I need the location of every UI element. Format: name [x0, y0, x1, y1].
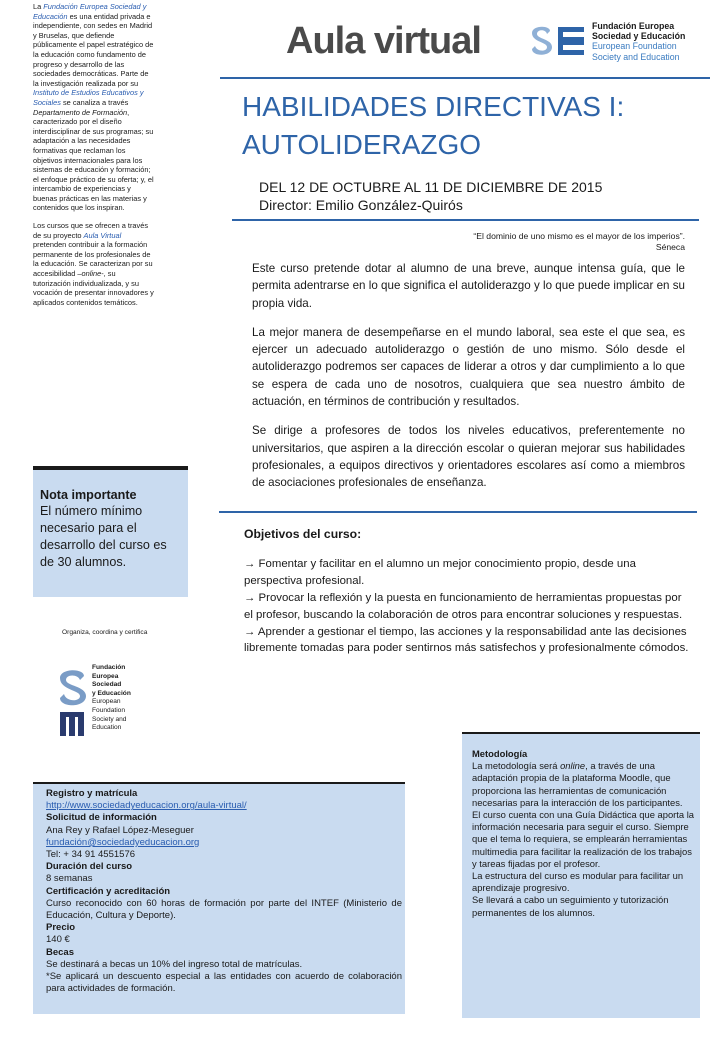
- intro-text: -, su tutorización individualizada, y su vocación de presentar innovadores y aplicados contenidos temáticos.: [33, 269, 154, 307]
- registration-link[interactable]: http://www.sociedadyeducacion.org/aula-virtual/: [46, 800, 247, 812]
- logo-line: Europea: [92, 672, 119, 680]
- course-title-line: HABILIDADES DIRECTIVAS I:: [242, 91, 625, 122]
- price-value: 140 €: [46, 934, 70, 946]
- quote-text: “El dominio de uno mismo es el mayor de los imperios”.: [473, 231, 685, 241]
- intro-paragraph-2: [33, 221, 155, 307]
- important-note-box: [33, 466, 188, 597]
- brand-text-en: Society and Education: [592, 51, 680, 62]
- logo-line: European: [92, 698, 121, 706]
- duration-value: 8 semanas: [46, 873, 93, 885]
- grants-text: Se destinará a becas un 10% del ingreso total de matrículas.: [46, 958, 303, 970]
- methodology-text: , a través de una adaptación propia de la plataforma Moodle, que proporciona las herramientas de comunicación necesarias para la interacción de los participantes.: [472, 760, 683, 808]
- methodology-text: La metodología será: [472, 760, 561, 772]
- foundation-link[interactable]: Fundación Europea Sociedad y Educación: [33, 2, 147, 21]
- course-director: Director: Emilio González-Quirós: [259, 197, 463, 213]
- organizer-label: Organiza, coordina y certifica: [62, 629, 148, 636]
- course-dates-block: [259, 178, 602, 214]
- methodology-paragraph: [472, 760, 694, 809]
- course-title-line: AUTOLIDERAZGO: [242, 129, 482, 160]
- methodology-paragraph: El curso cuenta con una Guía Didáctica que aporta la información necesaria para seguir el curso. Siempre que el tema lo requiera, se emplearán herramientas multimedia para facilitar la realización de los trabajos y tareas fijadas por el profesor.: [472, 809, 695, 869]
- logo-line: Foundation: [92, 706, 125, 714]
- brand-title: Aula virtual: [286, 20, 481, 62]
- quote: [440, 231, 685, 253]
- intro-text: es una entidad privada e independiente, con sedes en Madrid y Bruselas, que defiende públicamente el papel estratégico de la educación como fundamento de progreso y desarrollo de las sociedades democráticas. Parte de la investigación realizada por su: [33, 11, 154, 88]
- info-phone: Tel: + 34 91 4551576: [46, 849, 136, 861]
- logo-line: Fundación: [92, 664, 126, 671]
- intro-text: pretenden contribuir a la formación permanente de los profesionales de la educación. Se caracterizan por su accesibilidad –: [33, 240, 153, 279]
- objectives-section: [244, 526, 690, 657]
- info-title: Solicitud de información: [46, 812, 157, 824]
- price-title: Precio: [46, 922, 76, 934]
- info-names: Ana Rey y Rafael López-Meseguer: [46, 824, 194, 836]
- intro-text: , caracterizado por el diseño interdisciplinar de sus programas; su adaptación a las necesidades formativas que reclaman los objetivos internacionales para los sistemas de educación y formación; el enfoque práctico de su oferta; y, el intercambio de experiencias y buenas prácticas en las materias y contenidos que los inspiran.: [33, 107, 154, 213]
- objective-item: → Aprender a gestionar el tiempo, las acciones y la responsabilidad ante las decisiones libremente tomadas para poder sentirnos más satisfechos y profesionalmente cómodos.: [244, 625, 689, 655]
- info-email-link[interactable]: fundación@sociedadyeducacion.org: [46, 836, 200, 848]
- dates-divider: [232, 219, 699, 221]
- certification-title: Certificación y acreditación: [46, 885, 171, 897]
- logo-line: Sociedad: [92, 681, 122, 689]
- course-title: [242, 88, 624, 164]
- intro-text: Los cursos que se ofrecen a través de su proyecto: [33, 221, 149, 240]
- institute-link[interactable]: Instituto de Estudios Educativos y Sociales: [33, 88, 144, 107]
- grants-title: Becas: [46, 946, 74, 958]
- logo-line: Education: [92, 724, 122, 732]
- intro-text: La: [33, 2, 44, 11]
- registration-box: [33, 782, 405, 1014]
- intro-text-italic: online: [81, 269, 102, 279]
- description-paragraph: Este curso pretende dotar al alumno de una breve, aunque intensa guía, que le permita adentrarse en lo que significa el autoliderazgo y lo que puede implicar en su propia vida.: [252, 262, 685, 310]
- description-paragraph: La mejor manera de desempeñarse en el mundo laboral, sea este el que sea, es ejercer un adecuado autoliderazgo o gestión de uno mismo. Sólo desde el autoliderazgo podremos ser capaces de liderar a otros y dar cumplimiento a lo que se espera de cada uno de nosotros, cualquiera que sea nuestro ámbito de actuación, en términos de contribución y resultados.: [252, 325, 685, 409]
- brand-text-es: Fundación Europea: [592, 21, 675, 31]
- grants-discount-text: *Se aplicará un descuento especial a las entidades con acuerdo de colaboración para actividades de formación.: [46, 971, 402, 995]
- methodology-paragraph: Se llevará a cabo un seguimiento y tutorización permanentes de los alumnos.: [472, 894, 669, 918]
- description-divider: [219, 511, 697, 513]
- methodology-text-italic: online: [560, 760, 586, 772]
- course-description: [252, 260, 685, 504]
- note-text: El número mínimo necesario para el desarrollo del curso es de 30 alumnos.: [40, 504, 167, 569]
- objectives-title: Objetivos del curso:: [244, 527, 362, 541]
- quote-author: Séneca: [655, 242, 685, 252]
- methodology-paragraph: La estructura del curso es modular para facilitar un aprendizaje progresivo.: [472, 870, 684, 894]
- foundation-logo-text: [92, 664, 131, 733]
- header-divider: [220, 77, 710, 79]
- duration-title: Duración del curso: [46, 861, 133, 873]
- methodology-title: Metodología: [472, 748, 528, 759]
- methodology-box: [462, 732, 700, 1018]
- logo-line: y Educación: [92, 689, 131, 697]
- description-paragraph: Se dirige a profesores de todos los niveles educativos, preferentemente no universitarios, que aspiren a la dirección escolar o quieran mejorar sus habilidades profesionales, a equipos directivos y orientadores escolares así como a miembros de asociaciones profesionales de enseñanza.: [252, 424, 685, 490]
- intro-text-italic: Departamento de Formación: [33, 107, 128, 117]
- logo-line: Society and: [92, 715, 127, 723]
- intro-text: se canaliza a través: [60, 97, 129, 107]
- course-dates: DEL 12 DE OCTUBRE AL 11 DE DICIEMBRE DE 2015: [259, 179, 603, 195]
- objective-item: → Fomentar y facilitar en el alumno un mejor conocimiento propio, desde una perspectiva profesional.: [244, 557, 636, 587]
- intro-paragraph-1: [33, 2, 155, 213]
- registration-title: Registro y matrícula: [46, 788, 138, 799]
- aula-virtual-link[interactable]: Aula Virtual: [83, 230, 122, 240]
- brand-text: [592, 21, 685, 62]
- certification-text: Curso reconocido con 60 horas de formación por parte del INTEF (Ministerio de Educación, Cultura y Deporte).: [46, 897, 402, 922]
- foundation-intro: [33, 2, 155, 315]
- brand-logo-icon: [528, 21, 588, 61]
- brand-text-es: Sociedad y Educación: [592, 31, 686, 42]
- note-title: Nota importante: [40, 488, 137, 502]
- brand-text-en: European Foundation: [592, 41, 677, 52]
- objective-item: → Provocar la reflexión y la puesta en funcionamiento de herramientas propuestas por el profesor, buscando la colaboración de otros para encontrar soluciones y respuestas.: [244, 591, 683, 621]
